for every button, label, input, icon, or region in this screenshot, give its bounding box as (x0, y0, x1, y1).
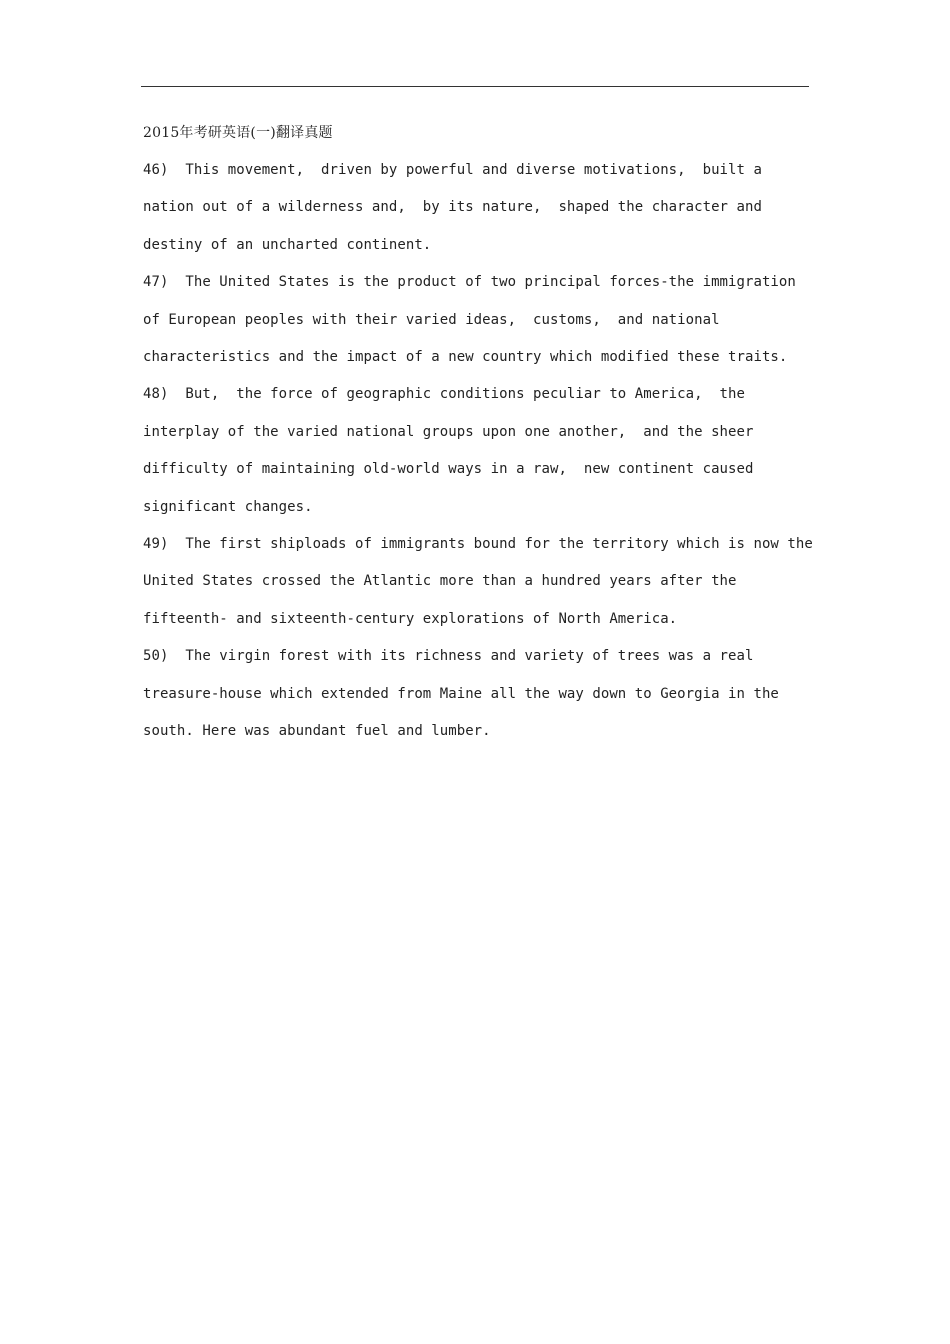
text-line: fifteenth- and sixteenth-century explorations of North America. (143, 610, 678, 627)
text-line: United States crossed the Atlantic more than a hundred years after the (143, 573, 737, 590)
text-line: 48) But, the force of geographic conditions peculiar to America, the (143, 386, 745, 403)
text-line: of European peoples with their varied ideas, customs, and national (143, 311, 720, 328)
document-body (143, 115, 813, 751)
text-line: destiny of an uncharted continent. (143, 236, 432, 253)
text-line: significant changes. (143, 498, 313, 515)
text-line: difficulty of maintaining old-world ways in a raw, new continent caused (143, 461, 754, 478)
header-rule (141, 86, 809, 87)
text-line: interplay of the varied national groups upon one another, and the sheer (143, 423, 754, 440)
text-line: 49) The first shiploads of immigrants bound for the territory which is now the (143, 536, 813, 553)
text-line: 50) The virgin forest with its richness and variety of trees was a real (143, 648, 754, 665)
text-line: 47) The United States is the product of two principal forces-the immigration (143, 274, 796, 291)
text-line: nation out of a wilderness and, by its nature, shaped the character and (143, 199, 762, 216)
text-line: 46) This movement, driven by powerful and diverse motivations, built a (143, 162, 762, 178)
text-line: characteristics and the impact of a new country which modified these traits. (143, 349, 788, 366)
document-title: 2015年考研英语(一)翻译真题 (143, 125, 333, 141)
text-line: south. Here was abundant fuel and lumber. (143, 723, 491, 740)
text-line: treasure-house which extended from Maine all the way down to Georgia in the (143, 685, 779, 702)
